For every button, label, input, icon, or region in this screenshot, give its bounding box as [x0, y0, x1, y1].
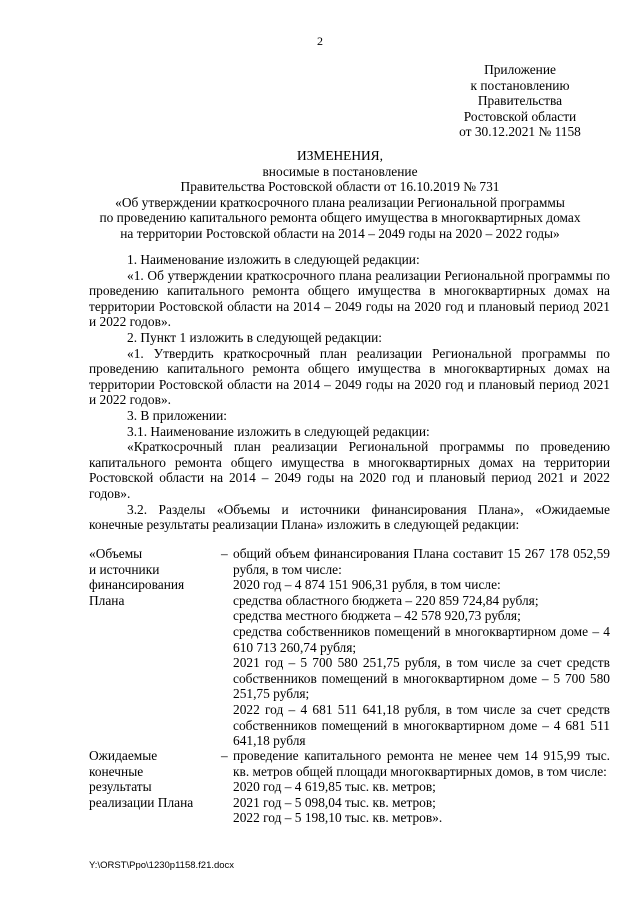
row-content-line: средства областного бюджета – 220 859 724,84 рубля;	[233, 592, 539, 608]
title-line: вносимые в постановление	[262, 163, 418, 179]
appendix-line: от 30.12.2021 № 1158	[459, 124, 581, 140]
appendix-line: Ростовской области	[463, 108, 577, 124]
row-label-line: результаты	[89, 779, 152, 795]
row-label-line: финансирования	[89, 577, 185, 593]
paragraph: 3.2. Разделы «Объемы и источники финансирования Плана», «Ожидаемые конечные результаты реализации Плана» изложить в следующей редакции:	[89, 501, 610, 533]
file-path-footer: Y:\ORST\Ppo\1230p1158.f21.docx	[89, 860, 235, 871]
paragraph: «1. Об утверждении краткосрочного плана реализации Региональной программы по проведению капитального ремонта общего имущества в многоквартирных домах на территории Ростовской области на 2014 – 2049 годы на 2020 год и плановый период 2021 и 2022 годов».	[89, 267, 610, 330]
document-body	[89, 252, 610, 533]
row-content-line: 2022 год – 5 198,10 тыс. кв. метров».	[233, 810, 443, 826]
appendix-line: Правительства	[477, 93, 563, 109]
paragraph: 1. Наименование изложить в следующей редакции:	[127, 252, 420, 267]
row-dash: –	[221, 546, 228, 561]
row-content-line: проведение капитального ремонта не менее чем 14 915,99 тыс. кв. метров общей площади многоквартирных домов, в том числе:	[233, 748, 610, 779]
document-title	[80, 148, 600, 242]
row-label-line: конечные	[89, 763, 144, 779]
page-number: 2	[317, 34, 323, 48]
title-line: по проведению капитального ремонта общего имущества в многоквартирных домах	[99, 210, 581, 226]
title-heading: ИЗМЕНЕНИЯ,	[297, 148, 383, 163]
row-content-line: 2020 год – 4 874 151 906,31 рубля, в том числе:	[233, 577, 501, 593]
row-content-line: средства собственников помещений в многоквартирном доме – 4 610 713 260,74 рубля;	[233, 623, 610, 655]
row-label-line: Ожидаемые	[89, 748, 158, 763]
row-content	[233, 748, 610, 826]
row-content	[233, 546, 610, 749]
appendix-line: к постановлению	[470, 77, 570, 93]
paragraph: «1. Утвердить краткосрочный план реализации Региональной программы по проведению капитального ремонта общего имущества в многоквартирных домах на территории Ростовской области на 2014 – 2049 годы на 2020 год и плановый период 2021 и 2022 годов».	[89, 345, 610, 408]
row-content-line: общий объем финансирования Плана составит 15 267 178 052,59 рубля, в том числе:	[233, 546, 610, 577]
row-content-line: 2022 год – 4 681 511 641,18 рубля, в том числе за счет средств собственников помещений в многоквартирном доме – 4 681 511 641,18 рубля	[233, 701, 610, 749]
row-content-line: 2020 год – 4 619,85 тыс. кв. метров;	[233, 779, 436, 795]
row-label-line: Плана	[89, 592, 125, 608]
title-line: Правительства Ростовской области от 16.10.2019 № 731	[180, 179, 500, 195]
paragraph: 3.1. Наименование изложить в следующей редакции:	[127, 423, 430, 439]
row-label	[89, 748, 217, 810]
appendix-header	[430, 62, 610, 140]
title-line: «Об утверждении краткосрочного плана реализации Региональной программы	[115, 194, 565, 210]
row-label-line: «Объемы	[89, 546, 143, 561]
row-content-line: 2021 год – 5 098,04 тыс. кв. метров;	[233, 794, 436, 810]
row-dash: –	[221, 748, 228, 763]
row-label-line: реализации Плана	[89, 794, 194, 810]
row-content-line: 2021 год – 5 700 580 251,75 рубля, в том числе за счет средств собственников помещений в многоквартирном доме – 5 700 580 251,75 рубля;	[233, 655, 610, 702]
title-line: на территории Ростовской области на 2014 – 2049 годы на 2020 – 2022 годы»	[120, 225, 560, 241]
appendix-line: Приложение	[484, 62, 556, 77]
row-label	[89, 546, 217, 608]
paragraph: «Краткосрочный план реализации Региональной программы по проведению капитального ремонта общего имущества в многоквартирных домах на территории Ростовской области на 2014 – 2049 годы на 2020 год и плановый период 2021 и 2022 годов».	[89, 439, 610, 501]
paragraph: 2. Пункт 1 изложить в следующей редакции:	[127, 329, 383, 345]
row-label-line: и источники	[89, 561, 160, 577]
row-content-line: средства местного бюджета – 42 578 920,73 рубля;	[233, 608, 521, 624]
paragraph: 3. В приложении:	[127, 407, 227, 423]
